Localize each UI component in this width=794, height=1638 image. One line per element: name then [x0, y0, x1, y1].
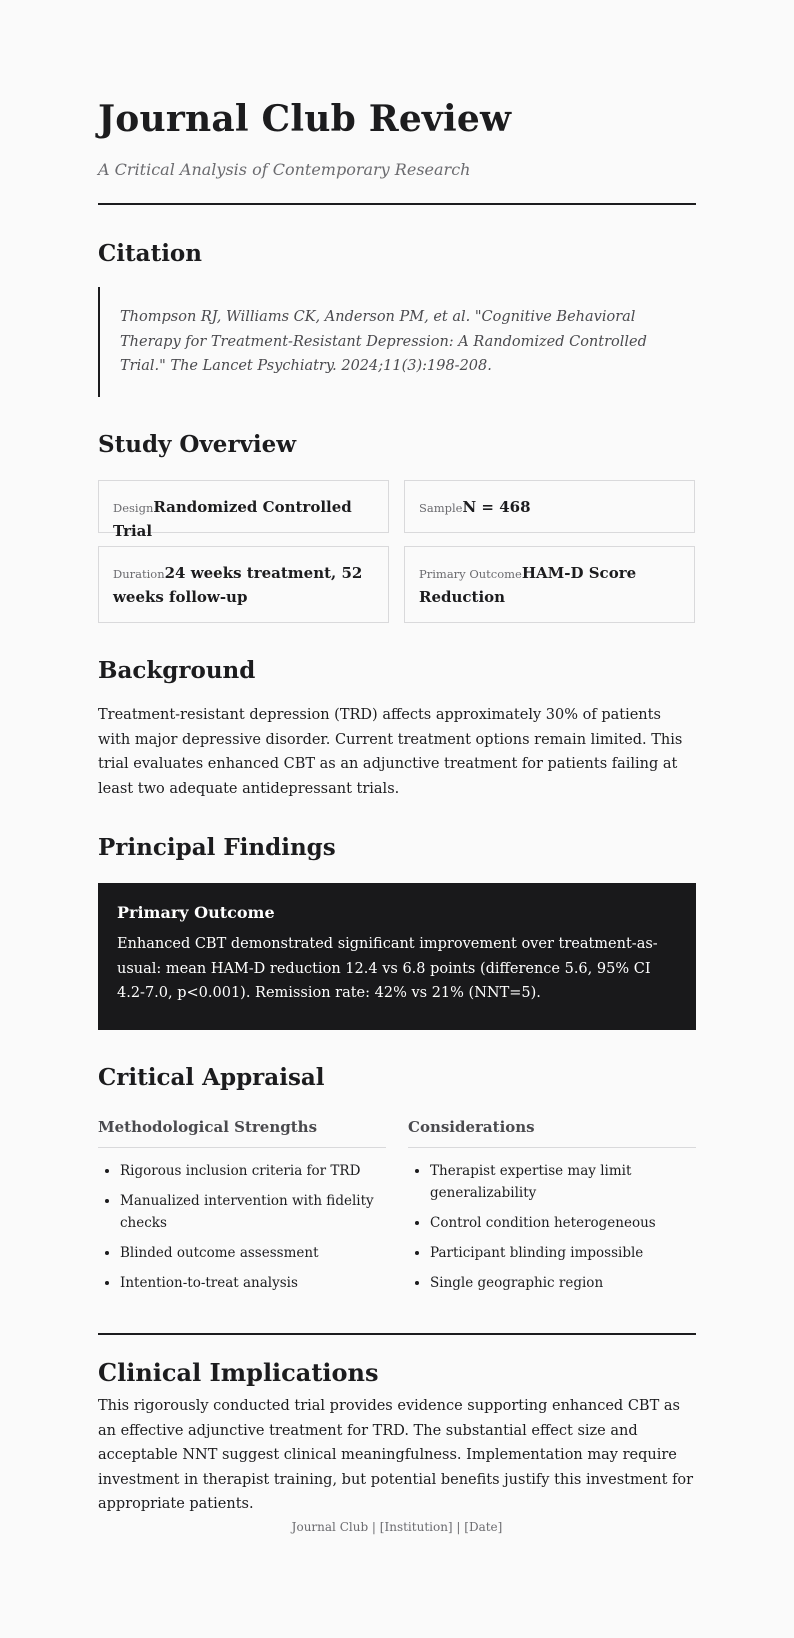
footer: Journal Club | [Institution] | [Date] — [291, 1520, 503, 1534]
primary-outcome-box — [98, 883, 696, 1030]
list-item: • Rigorous inclusion criteria for TRD — [120, 1160, 386, 1182]
strengths-list — [98, 1160, 386, 1294]
considerations-list — [408, 1160, 696, 1294]
overview-value: 24 weeks treatment, 52 weeks follow-up — [113, 564, 363, 606]
background-heading: Background — [98, 657, 256, 684]
overview-card-duration — [98, 546, 389, 623]
primary-outcome-title: Primary Outcome — [117, 903, 275, 922]
overview-label: Duration — [113, 567, 165, 581]
implications-text: This rigorously conducted trial provides evidence supporting enhanced CBT as an effective adjunctive treatment for TRD. The substantial effect size and acceptable NNT suggest clinical meaningfulness. Implementation may require investment in therapist training, but potential benefits justify this investment for appropriate patients. — [98, 1398, 694, 1512]
overview-heading: Study Overview — [98, 431, 297, 458]
header-divider — [98, 203, 696, 205]
overview-label: Design — [113, 501, 154, 515]
overview-value: HAM-D Score Reduction — [419, 564, 637, 606]
considerations-title: Considerations — [408, 1118, 696, 1148]
list-item: • Therapist expertise may limit generalizability — [430, 1160, 696, 1204]
list-item: • Blinded outcome assessment — [120, 1242, 386, 1264]
citation-heading: Citation — [98, 240, 202, 267]
primary-outcome-text: Enhanced CBT demonstrated significant improvement over treatment-as-usual: mean HAM-D reduction 12.4 vs 6.8 points (difference 5.6, 95% CI 4.2-7.0, p<0.001). Remission rate: 42% vs 21% (NNT=5). — [117, 936, 658, 1001]
list-item: • Single geographic region — [430, 1272, 696, 1294]
strengths-title: Methodological Strengths — [98, 1118, 386, 1148]
overview-value: N = 468 — [462, 498, 531, 516]
findings-heading: Principal Findings — [98, 834, 336, 861]
overview-label: Primary Outcome — [419, 567, 522, 581]
implications-heading: Clinical Implications — [98, 1358, 379, 1387]
page-subtitle: A Critical Analysis of Contemporary Research — [98, 160, 471, 179]
background-text: Treatment-resistant depression (TRD) affects approximately 30% of patients with major depressive disorder. Current treatment options remain limited. This trial evaluates enhanced CBT as an adjunctive treatment for patients failing at least two adequate antidepressant trials. — [98, 707, 683, 797]
list-item: • Intention-to-treat analysis — [120, 1272, 386, 1294]
overview-label: Sample — [419, 501, 463, 515]
list-item: • Manualized intervention with fidelity checks — [120, 1190, 386, 1234]
page-title: Journal Club Review — [98, 98, 512, 140]
strengths-column — [98, 1118, 386, 1302]
list-item: • Participant blinding impossible — [430, 1242, 696, 1264]
considerations-column — [408, 1118, 696, 1302]
appraisal-heading: Critical Appraisal — [98, 1064, 325, 1091]
implications-divider — [98, 1333, 696, 1335]
citation-quote: Thompson RJ, Williams CK, Anderson PM, et al. "Cognitive Behavioral Therapy for Treatment-Resistant Depression: A Randomized Controlled Trial." The Lancet Psychiatry. 2024;11(3):198-208. — [98, 287, 674, 397]
overview-value: Randomized Controlled Trial — [113, 498, 352, 540]
overview-card-sample — [404, 480, 695, 533]
list-item: • Control condition heterogeneous — [430, 1212, 696, 1234]
overview-card-design — [98, 480, 389, 540]
overview-card-primary-outcome — [404, 546, 695, 623]
